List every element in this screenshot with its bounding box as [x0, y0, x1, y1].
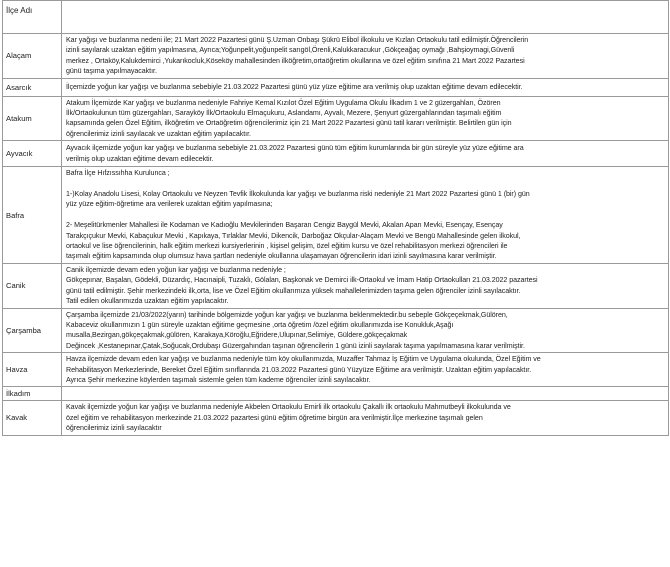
paragraph-gap [66, 210, 666, 220]
district-name: Bafra [3, 167, 62, 264]
announcement-line: Atakum İlçemizde Kar yağışı ve buzlanma nedeniyle Fahriye Kemal Kızılot Özel Eğitim Uygulama Okulu İlkadım 1 ve 2 güzergahları, Özören [66, 98, 501, 107]
announcement-line: Çarşamba ilçemizde 21/03/2022(yarın) tarihinde bölgemizde yoğun kar yağışı ve buzlanma beklenmektedir.bu sebeple Gökçeçekmak,Gülören, [66, 310, 508, 319]
header-description [62, 1, 669, 34]
district-announcement [62, 263, 669, 308]
announcement-line: Değincek ,Kestanepınar,Çatak,Soğucak,Ordubaşı Güzergahından taşınan öğrencilerin 1 günü izinli sayılarak taşıma yapılmamasına karar verilmiştir. [66, 341, 525, 350]
district-name: Kavak [3, 401, 62, 435]
table-row [3, 263, 669, 308]
table-row [3, 308, 669, 353]
announcement-line: kapsamında gelen Özel Eğitim, ilköğretim ve Ortaöğretim öğrencilerimiz için 21 Mart 2022 Pazartesi günü tatil kararı verilmiştir. Belirtilen gün için [66, 119, 512, 128]
district-announcement [62, 387, 669, 401]
announcement-line: Canik ilçemizde devam eden yoğun kar yağışı ve buzlanma nedeniyle ; [66, 265, 286, 274]
table-row [3, 353, 669, 387]
announcement-line: Havza ilçemizde devam eden kar yağışı ve buzlanma nedeniyle tüm köy okullarımızda, Muzaffer Tahmaz İş Eğitim ve Uygulama okulunda, Özel Eğitim ve [66, 355, 541, 364]
announcement-line: 1-)Kolay Anadolu Lisesi, Kolay Ortaokulu ve Neyzen Tevfik İlkokulunda kar yağışı ve buzlanma riski nedeniyle 21 Mart 2022 Pazartesi günü 1 (bir) gün [66, 190, 530, 199]
announcement-line: Gökçepınar, Başalan, Gödekli, Düzardıç, Hacınaipli, Tuzaklı, Gölalan, Başkonak ve Demirci ilk-Ortaokul ve İmam Hatip Ortaokulları 21.03.2022 pazartesi [66, 276, 538, 285]
district-name: Canik [3, 263, 62, 308]
district-name: Havza [3, 353, 62, 387]
announcement-line: öğrencilerimiz izinli sayılacaktır [66, 424, 162, 433]
announcement-line: Kar yağışı ve buzlanma nedeni ile; 21 Mart 2022 Pazartesi günü Ş.Uzman Onbaşı Şükrü Elibol ilkokulu ve Kızlan Ortaokulu tatil edilmiştir.Öğrencilerin [66, 36, 529, 44]
district-name: Atakum [3, 96, 62, 141]
announcement-line: öğrencilerimiz izinli sayılacak ve uzaktan eğitim yapılacaktır. [66, 129, 251, 138]
announcement-line: İlçemizde yoğun kar yağışı ve buzlanma sebebiyle 21.03.2022 Pazartesi günü yüz yüze eğitime ara verilmiş olup uzaktan eğitime devam edilecektir. [66, 82, 523, 91]
district-table [2, 0, 669, 436]
announcement-line: günü tatil edilmiştir. Şehir merkezindeki ilk,orta, lise ve Özel Eğitim okullarımıza yüksek mahallelerimizden taşıma gelen öğrenciler izinli sayılacaktır. [66, 286, 521, 295]
district-name: İlkadım [3, 387, 62, 401]
district-announcement [62, 96, 669, 141]
announcement-line: Ayvacık ilçemizde yoğun kar yağışı ve buzlanma sebebiyle 21.03.2022 Pazartesi günü tüm eğitim kurumlarında bir gün süreyle yüz yüze eğitime ara [66, 144, 524, 153]
district-announcement [62, 401, 669, 435]
district-announcement [62, 78, 669, 96]
announcement-line: Kavak ilçemizde yoğun kar yağışı ve buzlanma nedeniyle Akbelen Ortaokulu Emirli ilk ortaokulu Çakallı ilk ortaokulu Mahmutbeyli ilkokulunda ve [66, 403, 511, 412]
announcement-line: taşımalı eğitim kapsamında olup olumsuz hava şartları nedeniyle okullarına ulaşamayan öğrencilerin idari izinli sayılmasına karar verilmiştir. [66, 252, 497, 261]
announcement-line: merkez , Ortaköy,Kalukdemirci ,Yukarıkocluk,Köseköy mahallesinden ilköğretim,ortaöğretim okullarına ve özel eğitim sınıfına 21 Mart 2022 Pazartesi [66, 56, 525, 65]
district-announcement [62, 308, 669, 353]
district-name: Asarcık [3, 78, 62, 96]
district-announcement [62, 353, 669, 387]
table-row [3, 78, 669, 96]
table-header-row [3, 1, 669, 34]
district-announcement [62, 167, 669, 264]
district-name: Ayvacık [3, 141, 62, 167]
table-row [3, 401, 669, 435]
announcement-line: 2- Meşelitürkmenler Mahallesi ile Kodaman ve Kadıoğlu Mevkilerinden Başaran Cengiz Baygül Mevki, Akalan Aparı Mevki, Esençay, Esençay [66, 221, 503, 230]
paragraph-gap [66, 179, 666, 189]
announcement-line: Ayrıca Şehir merkezine köylerden taşımalı sistemle gelen tüm kademe öğrenciler izinli sayılacaktır. [66, 375, 371, 384]
announcement-line: verilmiş olup uzaktan eğitime devam edilecektir. [66, 154, 214, 163]
announcement-line: izinli sayılarak uzaktan eğitim yapılmasına, Ayrıca;Yoğunpelit,yoğunpelit sarıgöl,Örenli,Kalukkaracukur ,Gökçeağaç oymağı ,Bahşioymagi,Güvenli [66, 46, 515, 55]
announcement-line: Tatil edilen okullarımızda uzaktan eğitim yapılacaktır. [66, 297, 229, 306]
announcement-line: Rehabilitasyon Merkezlerinde, Bereket Özel Eğitim sınıflarında 21.03.2022 Pazartesi günü Yüzyüze Eğitime ara verilmiştir. Uzaktan eğitim yapılacaktır. [66, 365, 532, 374]
announcement-line: Kabaceviz okullarımızın 1 gün süreyle uzaktan eğitime geçmesine ,orta öğretim /özel eğitim okullarımızda ise Konukluk,Aşağı [66, 320, 454, 329]
announcement-line: musalla,Bezirgan,gökçeçakmak,gülören, Karakaya,Köroğlu,Eğridere,Ulupınar,Selimiye, Güldere,gökçeçakmak [66, 331, 408, 340]
district-name: Çarşamba [3, 308, 62, 353]
district-announcement [62, 34, 669, 79]
announcement-line: Bafra İlçe Hıfzıssıhha Kurulunca ; [66, 169, 170, 178]
table-row [3, 96, 669, 141]
table-row [3, 141, 669, 167]
announcement-line: ortaokul ve lise öğrencilerinin, halk eğitim merkezi kursiyerlerinin , kişisel gelişim, özel eğitim kursu ve özel rehabilitasyon merkezi öğrencileri ile [66, 242, 508, 251]
announcement-line: özel eğitim ve rehabilitasyon merkezinde 21.03.2022 pazartesi günü eğitim öğretime birgün ara verilmiştir.İlçe merkezine taşımalı gelen [66, 413, 483, 422]
district-name: Alaçam [3, 34, 62, 79]
announcement-line: İlk/Ortaokulunun tüm güzergahları, Sarayköy İlk/Ortaokulu Elmaçukuru, Aslandamı, Ayvalı, Mezere, Şenyurt güzergahlarından taşımalı eğitim [66, 109, 502, 118]
table-row [3, 34, 669, 79]
table-row [3, 167, 669, 264]
announcement-line: yüz yüze eğitim-öğretime ara verilerek uzaktan eğitim yapılmasına; [66, 200, 273, 209]
district-announcement [62, 141, 669, 167]
table-row [3, 387, 669, 401]
announcement-line: Tarakçıçukur Mevki, Kabaçukur Mevki , Kapıkaya, Tırlaklar Mevki, Dikencik, Darboğaz Okçular-Alaçam Mevki ve Bengü Mahallesinde gelen ilkokul, [66, 231, 521, 240]
header-district-name: İlçe Adı [3, 1, 62, 34]
announcement-line: günü taşıma yapılmayacaktır. [66, 67, 157, 76]
